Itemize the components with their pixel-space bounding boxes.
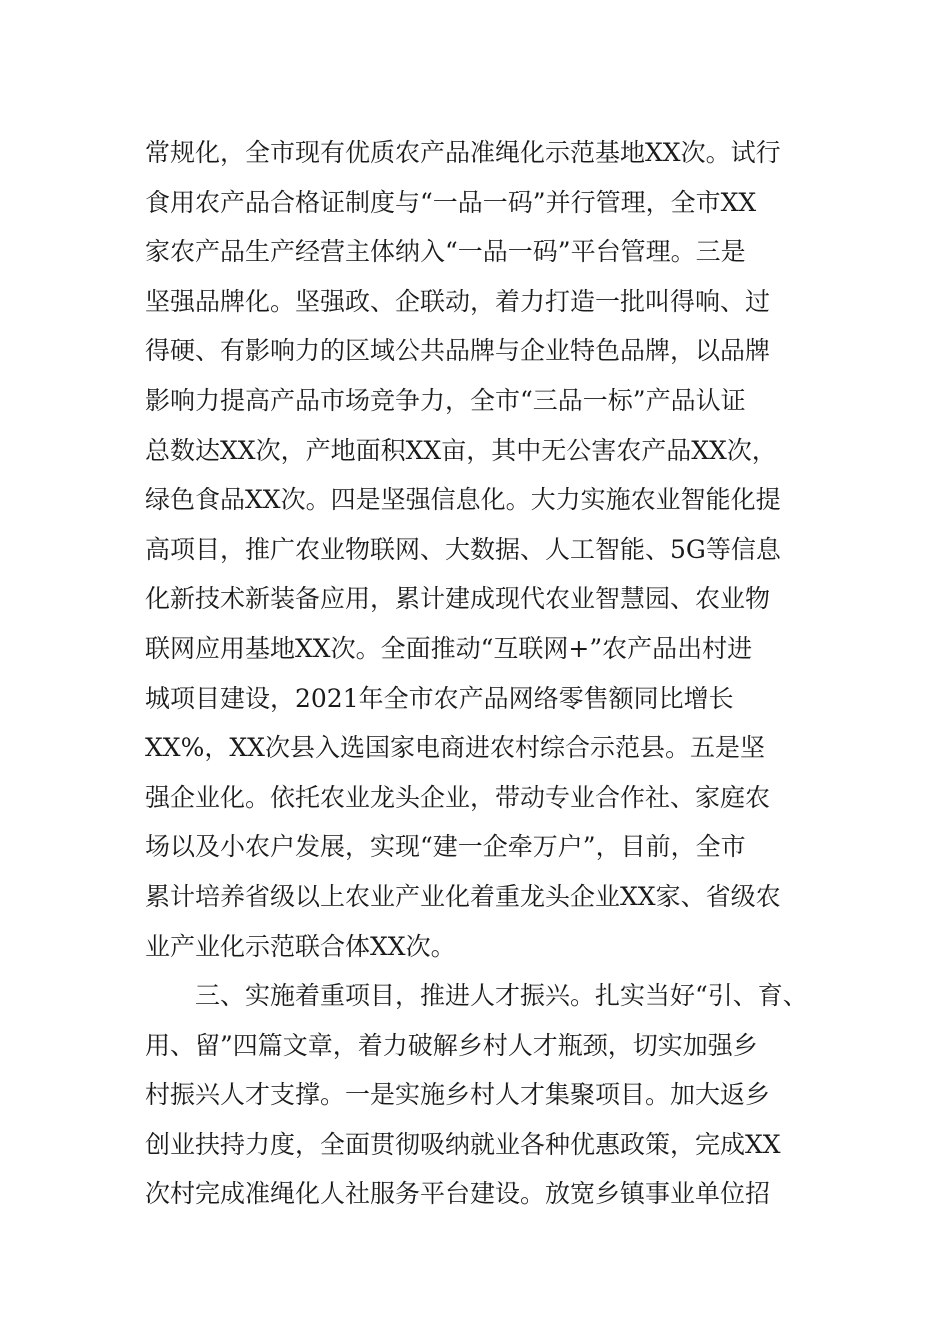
text-line: 业产业化示范联合体XX次。 [145, 931, 456, 961]
text-line: 食用农产品合格证制度与“一品一码”并行管理，全市XX [145, 187, 757, 217]
text-line: 累计培养省级以上农业产业化着重龙头企业XX家、省级农 [145, 881, 781, 911]
text-line: 场以及小农户发展，实现“建一企牵万户”，目前，全市 [145, 832, 746, 862]
text-line: 城项目建设，2021年全市农产品网络零售额同比增长 [145, 683, 734, 713]
paragraph-2 [145, 971, 825, 1219]
text-line: 联网应用基地XX次。全面推动“互联网+”农产品出村进 [145, 633, 753, 663]
text-line: 总数达XX次，产地面积XX亩，其中无公害农产品XX次， [145, 435, 777, 465]
text-line: 创业扶持力度，全面贯彻吸纳就业各种优惠政策，完成XX [145, 1129, 781, 1159]
text-line: 次村完成准绳化人社服务平台建设。放宽乡镇事业单位招 [145, 1179, 771, 1209]
text-line-first-indented: 三、实施着重项目，推进人才振兴。扎实当好“引、育、 [195, 981, 808, 1011]
text-line: 化新技术新装备应用，累计建成现代农业智慧园、农业物 [145, 584, 771, 614]
text-line: 村振兴人才支撑。一是实施乡村人才集聚项目。加大返乡 [145, 1080, 771, 1110]
text-line: 得硬、有影响力的区域公共品牌与企业特色品牌，以品牌 [145, 336, 771, 366]
text-line: 强企业化。依托农业龙头企业，带动专业合作社、家庭农 [145, 782, 771, 812]
paragraph-1 [145, 128, 825, 971]
text-line: 常规化，全市现有优质农产品准绳化示范基地XX次。试行 [145, 138, 781, 167]
text-line: XX%，XX次县入选国家电商进农村综合示范县。五是坚 [145, 733, 765, 763]
text-line: 绿色食品XX次。四是坚强信息化。大力实施农业智能化提 [145, 485, 781, 515]
text-line: 坚强品牌化。坚强政、企联动，着力打造一批叫得响、过 [145, 286, 771, 316]
text-line: 高项目，推广农业物联网、大数据、人工智能、5G等信息 [145, 534, 781, 564]
body-text [145, 128, 825, 1219]
text-line: 用、留”四篇文章，着力破解乡村人才瓶颈，切实加强乡 [145, 1030, 758, 1060]
text-line: 影响力提高产品市场竞争力，全市“三品一标”产品认证 [145, 385, 746, 415]
text-line: 家农产品生产经营主体纳入“一品一码”平台管理。三是 [145, 237, 746, 267]
